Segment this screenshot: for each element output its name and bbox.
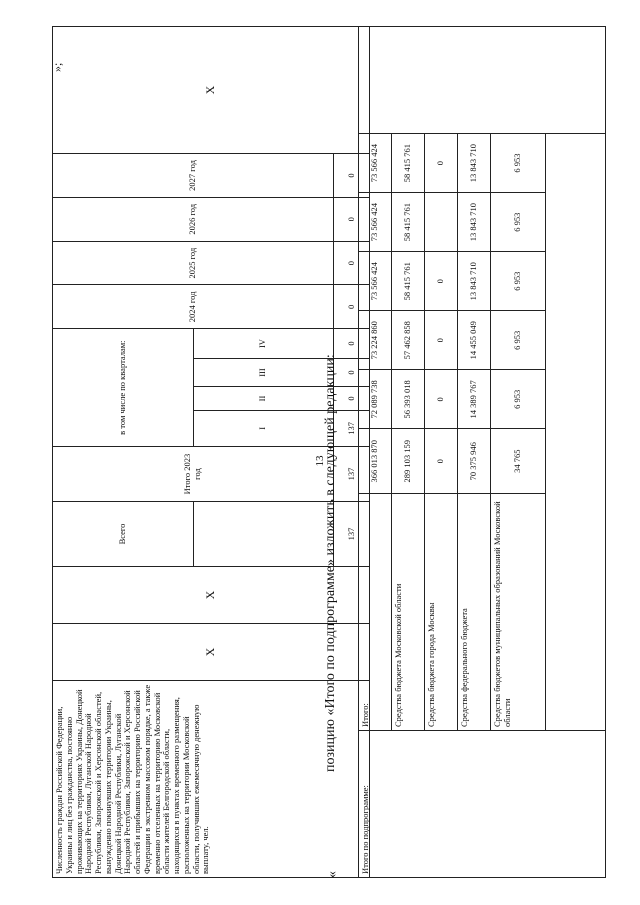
row-name: Средства бюджетов муниципальных образований Московской области [491, 494, 546, 731]
value-cell: 34 765 [491, 429, 546, 494]
subprogram-total-table [358, 26, 606, 878]
value-cell: 58 415 761 [392, 193, 425, 252]
value-cell: 70 375 946 [458, 429, 491, 494]
value-cell: 6 953 [491, 252, 546, 311]
value-cell: 73 566 424 [359, 134, 392, 193]
value-cell: 137 [334, 410, 370, 446]
value-cell: 0 [334, 241, 370, 285]
value-cell: 14 455 049 [458, 311, 491, 370]
row-name: Средства бюджета города Москвы [425, 494, 458, 731]
value-cell: 137 [334, 447, 370, 502]
x-mark: X [53, 27, 370, 154]
value-cell: 0 [334, 387, 370, 410]
value-cell: 6 953 [491, 370, 546, 429]
indicator-description: Численность граждан Российской Федерации, Украины и лиц без гражданства, постоянно проживающих на территориях Украины, Донецкой Народной Республики, Луганской Народной Республики, Запорожской и Херсонской областей, вынужденно покинувших территории Украины, Донецкой Народной Республики, Луганской Народной Республики, Запорожской и Херсонской областей и прибывших на территорию Российской Федерации в экстренном массовом порядке, а также временно отселенных на территорию Московской области жителей Белгородской области, находящихся в пунктах временного размещения, расположенных на территории Московской области, получивших ежемесячную денежную выплату, чел. [53, 681, 370, 878]
value-cell: 57 462 858 [392, 311, 425, 370]
quarter-header: IV [193, 329, 334, 358]
col-year-header: 2026 год [53, 197, 334, 241]
quarter-header: III [193, 358, 334, 387]
value-cell: 0 [425, 370, 458, 429]
value-cell: 73 224 860 [359, 311, 392, 370]
value-cell: 13 843 710 [458, 134, 491, 193]
quarter-header: I [193, 410, 334, 446]
value-cell: 0 [334, 329, 370, 358]
value-cell: 0 [334, 197, 370, 241]
rotated-page-content [20, 22, 620, 882]
value-cell: 0 [334, 154, 370, 198]
x-mark: X [53, 567, 370, 624]
value-cell: 366 013 870 [359, 429, 392, 494]
closing-quote: »; [50, 62, 64, 72]
subprogram-label: Итого по подпрограмме: [359, 731, 606, 878]
row-name: Средства бюджета Московской области [392, 494, 425, 731]
value-cell: 13 843 710 [458, 193, 491, 252]
value-cell: 0 [425, 134, 458, 193]
col-year-header: 2025 год [53, 241, 334, 285]
value-cell: 73 566 424 [359, 252, 392, 311]
col-total-header: Всего [53, 502, 194, 567]
value-cell: 58 415 761 [392, 252, 425, 311]
value-cell: 58 415 761 [392, 134, 425, 193]
value-cell: 56 393 018 [392, 370, 425, 429]
value-cell: 0 [425, 429, 458, 494]
col-year-header: 2024 год [53, 285, 334, 329]
value-cell: 6 953 [491, 134, 546, 193]
quarter-header: II [193, 387, 334, 410]
value-cell [425, 193, 458, 252]
value-cell: 6 953 [491, 311, 546, 370]
intro-text: позицию «Итого по подпрограмме» изложить в следующей редакции: [323, 354, 338, 772]
x-mark: X [53, 624, 370, 681]
col-quarters-header: в том числе по кварталам: [53, 329, 194, 447]
value-cell: 0 [425, 311, 458, 370]
value-cell: 73 566 424 [359, 193, 392, 252]
value-cell: 137 [334, 502, 370, 567]
opening-quote: « [325, 871, 340, 878]
value-cell: 14 389 767 [458, 370, 491, 429]
value-cell: 0 [334, 285, 370, 329]
value-cell: 6 953 [491, 193, 546, 252]
value-cell: 0 [334, 358, 370, 387]
value-cell: 0 [425, 252, 458, 311]
row-name: Итого: [359, 494, 392, 731]
col-itogo-header: Итого 2023 год [53, 447, 334, 502]
col-year-header: 2027 год [53, 154, 334, 198]
page-number: 13 [314, 455, 326, 467]
row-name: Средства федерального бюджета [458, 494, 491, 731]
value-cell: 289 103 159 [392, 429, 425, 494]
value-cell: 72 089 738 [359, 370, 392, 429]
value-cell: 13 843 710 [458, 252, 491, 311]
